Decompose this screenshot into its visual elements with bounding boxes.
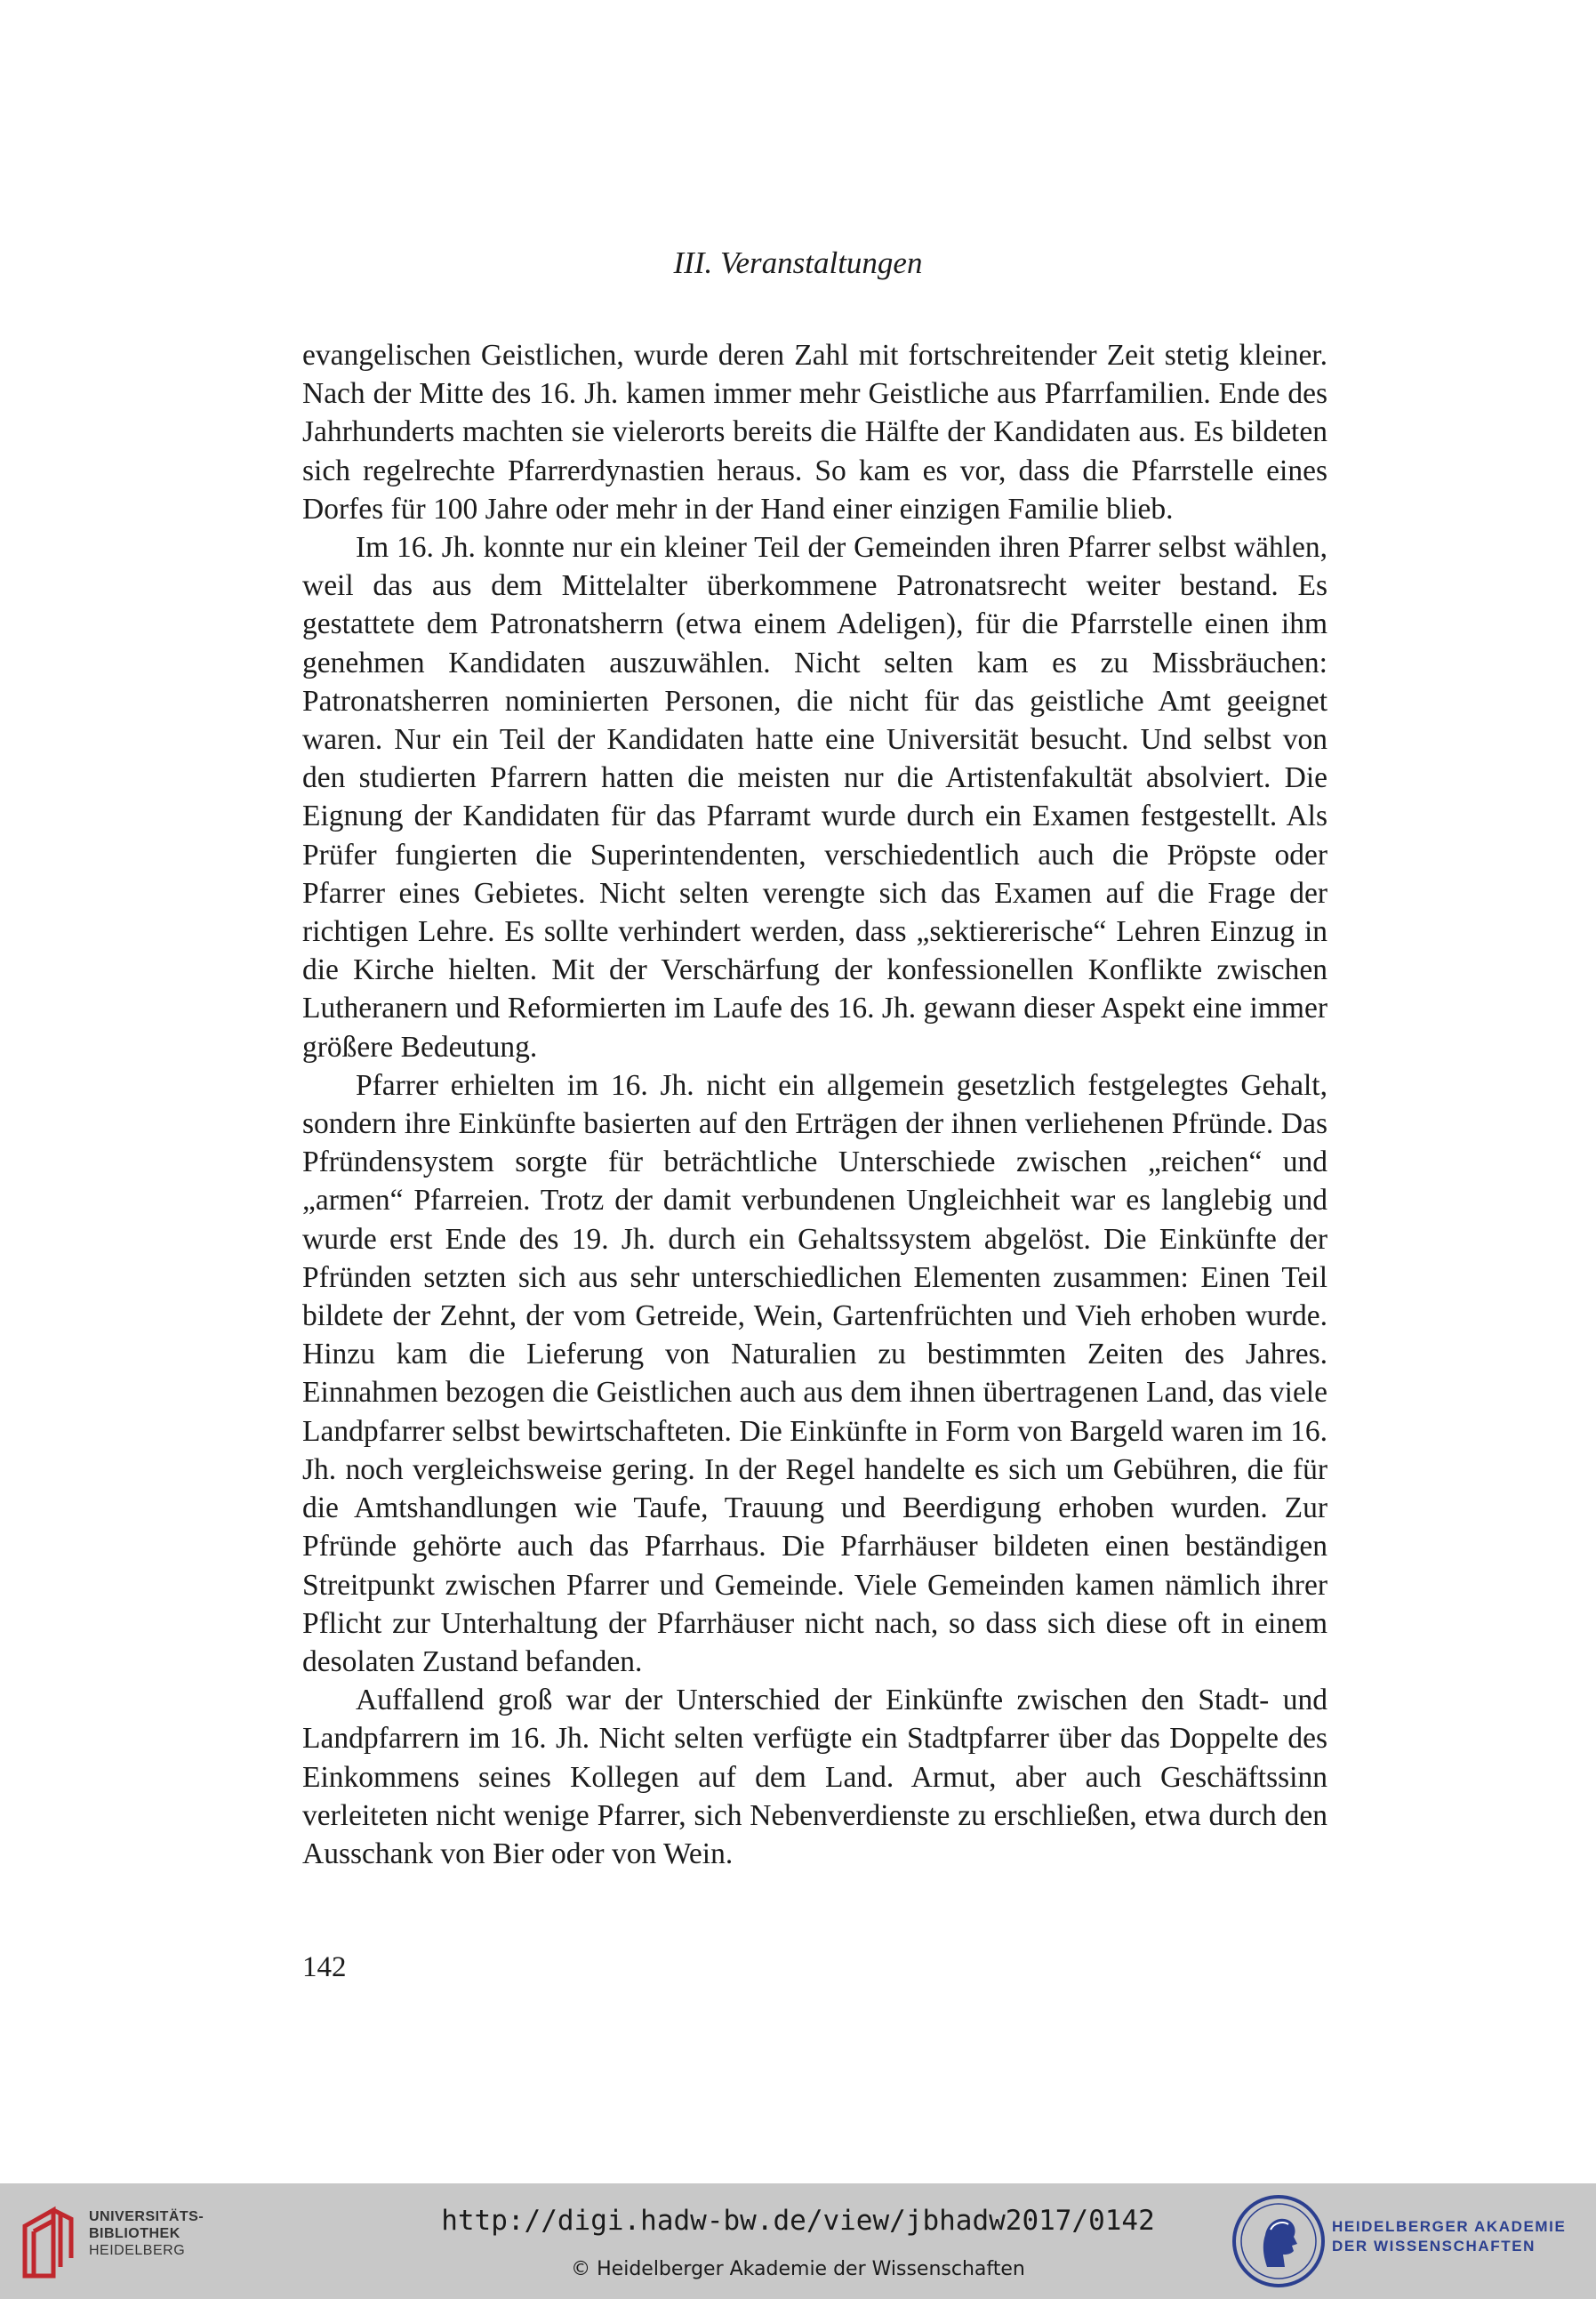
source-url-link[interactable]: http://digi.hadw-bw.de/view/jbhadw2017/0142: [441, 2205, 1155, 2237]
paragraph-4: Auffallend groß war der Unterschied der Einkünfte zwischen den Stadt- und Landpfarrern im 16. Jh. Nicht selten verfügte ein Stadtpfarrer über das Doppelte des Einkommens seines Kollegen auf dem Land. Armut, aber auch Geschäftssinn verleiteten nicht wenige Pfarrer, sich Nebenverdienste zu erschließen, etwa durch den Ausschank von Bier oder von Wein.: [302, 1684, 1327, 1870]
paragraph-1: evangelischen Geistlichen, wurde deren Zahl mit fortschreitender Zeit stetig kleiner. Nach der Mitte des 16. Jh. kamen immer mehr Geistliche aus Pfarrfamilien. Ende des Jahrhunderts machten sie vielerorts bereits die Hälfte der Kandidaten aus. Es bildeten sich regelrechte Pfarrerdynastien heraus. So kam es vor, dass die Pfarrstelle eines Dorfes für 100 Jahre oder mehr in der Hand einer einzigen Familie blieb.: [302, 339, 1327, 526]
footer-bar: [0, 2183, 1596, 2299]
library-line-2: BIBLIOTHEK: [89, 2226, 180, 2241]
running-head: III. Veranstaltungen: [673, 245, 923, 280]
library-line-1: UNIVERSITÄTS-: [89, 2209, 205, 2224]
body-text: [302, 336, 1327, 1873]
page-number: 142: [302, 1951, 347, 1983]
academy-seal-icon: [1231, 2194, 1326, 2288]
academy-line-1: HEIDELBERGER AKADEMIE: [1332, 2218, 1567, 2235]
academy-line-2: DER WISSENSCHAFTEN: [1332, 2238, 1536, 2255]
copyright-notice: © Heidelberger Akademie der Wissenschaften: [571, 2258, 1025, 2280]
library-line-3: HEIDELBERG: [89, 2243, 186, 2258]
academy-name: [1332, 2217, 1566, 2256]
paragraph-3: Pfarrer erhielten im 16. Jh. nicht ein allgemein gesetzlich festgelegtes Gehalt, sondern ihre Einkünfte basierten auf den Erträgen der ihnen verliehenen Pfründe. Das Pfründensystem sorgte für beträchtliche Unterschiede zwischen „reichen“ und „armen“ Pfarreien. Trotz der damit verbundenen Ungleichheit war es langlebig und wurde erst Ende des 19. Jh. durch ein Gehaltssystem abgelöst. Die Einkünfte der Pfründen setzten sich aus sehr unterschiedlichen Elementen zusammen: Einen Teil bildete der Zehnt, der vom Getreide, Wein, Gartenfrüchten und Vieh erhoben wurde. Hinzu kam die Lieferung von Naturalien zu bestimmten Zeiten des Jahres. Einnahmen bezogen die Geistlichen auch aus dem ihnen übertragenen Land, das viele Landpfarrer selbst bewirtschafteten. Die Einkünfte in Form von Bargeld waren im 16. Jh. noch vergleichsweise gering. In der Regel handelte es sich um Gebühren, die für die Amtshandlungen wie Taufe, Trauung und Beerdigung erhoben wurden. Zur Pfründe gehörte auch das Pfarrhaus. Die Pfarrhäuser bildeten einen beständigen Streitpunkt zwischen Pfarrer und Gemeinde. Viele Gemeinden kamen nämlich ihrer Pflicht zur Unterhaltung der Pfarrhäuser nicht nach, so dass sich diese oft in einem desolaten Zustand befanden.: [302, 1068, 1327, 1678]
paragraph-2: Im 16. Jh. konnte nur ein kleiner Teil der Gemeinden ihren Pfarrer selbst wählen, weil das aus dem Mittelalter überkommene Patronatsrecht weiter bestand. Es gestattete dem Patronatsherrn (etwa einem Adeligen), für die Pfarrstelle einen ihm genehmen Kandidaten auszuwählen. Nicht selten kam es zu Missbräuchen: Patronatsherren nominierten Personen, die nicht für das geistliche Amt geeignet waren. Nur ein Teil der Kandidaten hatte eine Universität besucht. Und selbst von den studierten Pfarrern hatten die meisten nur die Artistenfakultät absolviert. Die Eignung der Kandidaten für das Pfarramt wurde durch ein Examen festgestellt. Als Prüfer fungierten die Superintendenten, verschiedentlich auch die Pröpste oder Pfarrer eines Gebietes. Nicht selten verengte sich das Examen auf die Frage der richtigen Lehre. Es sollte verhindert werden, dass „sektiererische“ Lehren Einzug in die Kirche hielten. Mit der Verschärfung der konfessionellen Konflikte zwischen Lutheranern und Reformierten im Laufe des 16. Jh. gewann dieser Aspekt eine immer größere Bedeutung.: [302, 531, 1327, 1064]
